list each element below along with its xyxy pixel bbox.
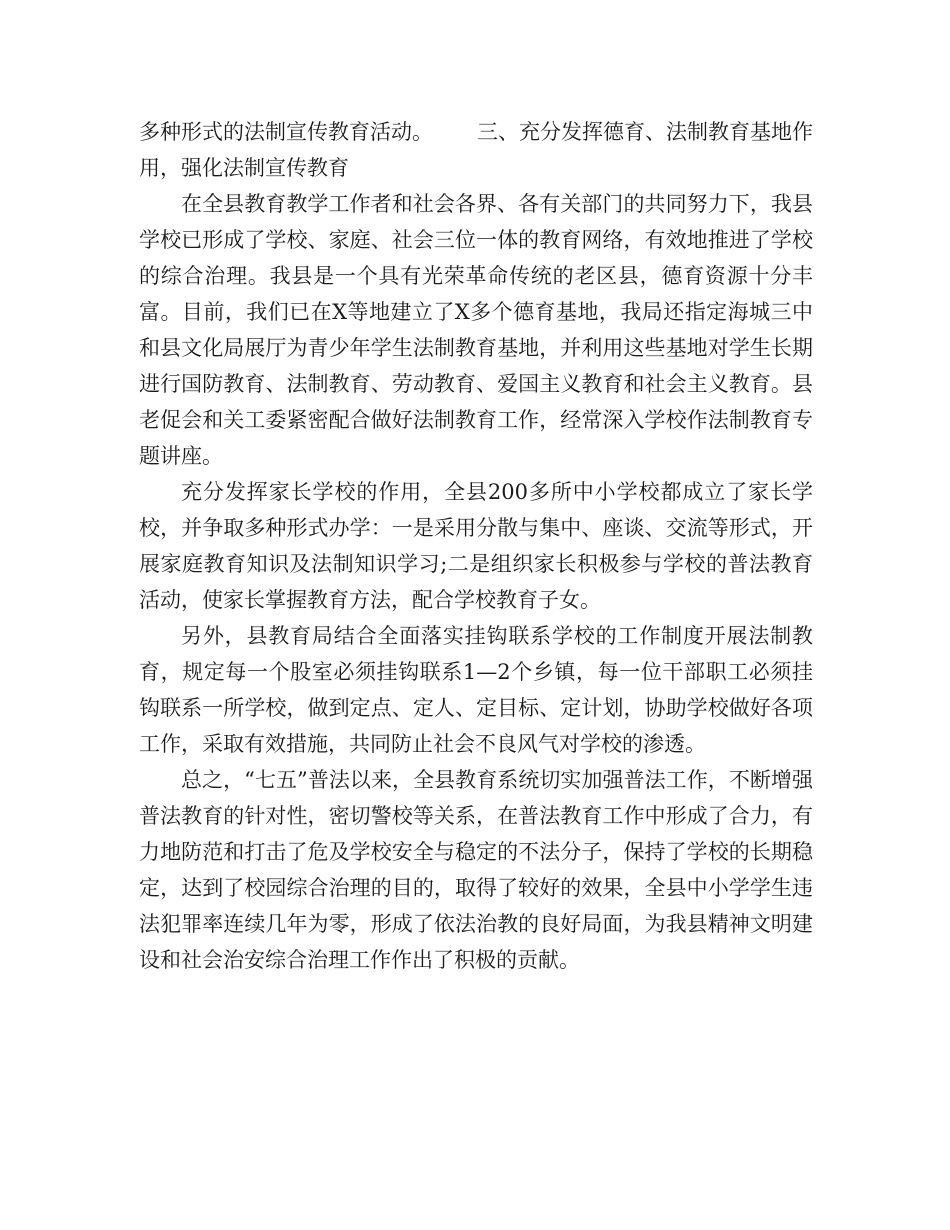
paragraph-intro (139, 114, 813, 186)
section-heading-three: 三、充分发挥德育、法制教育基地作用，强化法制宣传教育 (139, 120, 813, 180)
paragraph-conclusion: 总之，“七五”普法以来，全县教育系统切实加强普法工作，不断增强普法教育的针对性，密切警校等关系，在普法教育工作中形成了合力，有力地防范和打击了危及学校安全与稳定的不法分子，保持了学校的长期稳定，达到了校园综合治理的目的，取得了较好的效果，全县中小学学生违法犯罪率连续几年为零，形成了依法治教的良好局面，为我县精神文明建设和社会治安综合治理工作作出了积极的贡献。 (139, 768, 813, 972)
paragraph-education-bases: 在全县教育教学工作者和社会各界、各有关部门的共同努力下，我县学校已形成了学校、家庭、社会三位一体的教育网络，有效地推进了学校的综合治理。我县是一个具有光荣革命传统的老区县，德育资源十分丰富。目前，我们已在X等地建立了X多个德育基地，我局还指定海城三中和县文化局展厅为青少年学生法制教育基地，并利用这些基地对学生长期进行国防教育、法制教育、劳动教育、爱国主义教育和社会主义教育。县老促会和关工委紧密配合做好法制教育工作，经常深入学校作法制教育专题讲座。 (139, 192, 813, 468)
paragraph-parent-schools: 充分发挥家长学校的作用，全县200多所中小学校都成立了家长学校，并争取多种形式办学：一是采用分散与集中、座谈、交流等形式，开展家庭教育知识及法制知识学习;二是组织家长积极参与学校的普法教育活动，使家长掌握教育方法，配合学校教育子女。 (139, 480, 813, 612)
document-body (139, 114, 813, 978)
paragraph-liaison-system: 另外，县教育局结合全面落实挂钩联系学校的工作制度开展法制教育，规定每一个股室必须挂钩联系1—2个乡镇，每一位干部职工必须挂钩联系一所学校，做到定点、定人、定目标、定计划，协助学校做好各项工作，采取有效措施，共同防止社会不良风气对学校的渗透。 (139, 624, 813, 756)
paragraph-intro-lead: 多种形式的法制宣传教育活动。 (139, 120, 433, 144)
